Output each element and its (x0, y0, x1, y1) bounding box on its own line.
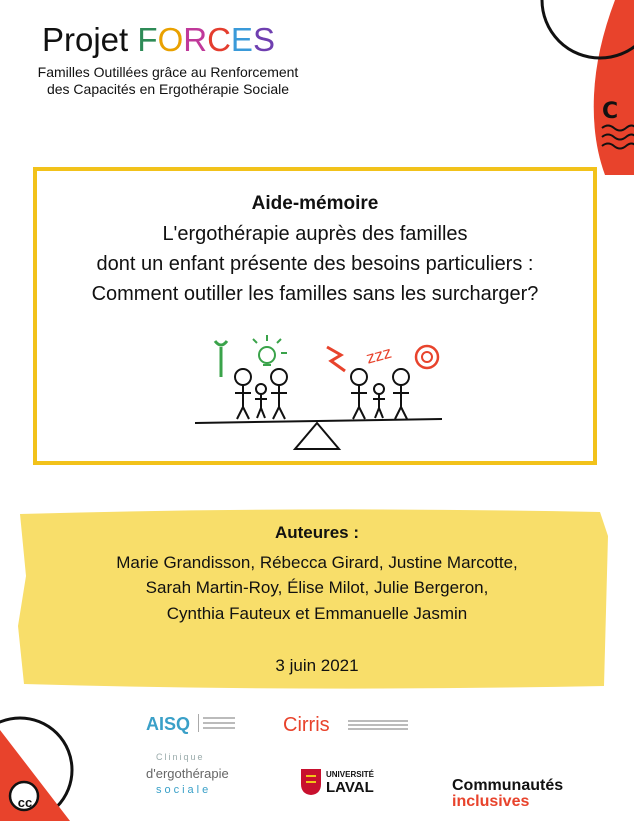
communautes-line-2: inclusives (452, 793, 530, 810)
zzz-icon: zzz (364, 342, 394, 368)
publication-date: 3 juin 2021 (275, 656, 359, 675)
communautes-line-1: Communautés (452, 777, 564, 794)
clinique-label-mid: d'ergothérapie (146, 766, 229, 781)
title-letter-r: R (183, 21, 208, 58)
lightbulb-icon (253, 335, 287, 365)
project-title-word: Projet (42, 21, 129, 58)
subtitle-line-2: des Capacités en Ergothérapie Sociale (46, 81, 290, 97)
family-figures-right (351, 369, 409, 419)
lightning-icon (327, 347, 345, 371)
title-letter-c: C (207, 21, 231, 58)
title-box-line-2: dont un enfant présente des besoins particuliers : (96, 253, 534, 275)
title-box-line-1: L'ergothérapie auprès des familles (162, 223, 468, 245)
logo-universite-laval (300, 768, 380, 798)
title-box (33, 167, 597, 465)
authors-heading: Auteures : (274, 523, 360, 542)
logo-clinique-ergotherapie (146, 752, 256, 802)
balance-illustration (187, 331, 447, 456)
wrench-icon (215, 341, 227, 377)
laval-line-2: LAVAL (326, 779, 374, 796)
title-letter-o: O (157, 21, 184, 58)
project-title (42, 22, 275, 58)
logo-aisq: AISQ (146, 714, 191, 734)
balance-fulcrum (295, 423, 339, 449)
svg-text:C: C (602, 99, 619, 124)
authors-line-1: Marie Grandisson, Rébecca Girard, Justine Marcotte, (116, 553, 518, 572)
title-box-heading: Aide-mémoire (251, 193, 379, 214)
corner-decoration-top-right (530, 0, 634, 175)
cc-license-icon: cc (17, 795, 33, 810)
logo-cirris-tagline (348, 718, 408, 732)
balance-beam (195, 419, 442, 423)
family-figures-left (235, 369, 287, 419)
title-letter-f: F (137, 21, 158, 58)
laval-line-1: UNIVERSITÉ (326, 770, 375, 779)
clinique-label-bottom: sociale (156, 784, 212, 796)
logo-communautes-inclusives (452, 778, 622, 814)
title-letter-e: E (230, 21, 253, 58)
title-letter-s: S (252, 21, 275, 58)
title-box-line-3: Comment outiller les familles sans les surcharger? (91, 283, 539, 305)
spiral-icon (416, 346, 438, 368)
logo-cirris: Cirris (283, 714, 330, 736)
subtitle-line-1: Familles Outillées grâce au Renforcement (37, 64, 299, 80)
authors-line-3: Cynthia Fauteux et Emmanuelle Jasmin (166, 604, 468, 623)
laval-crest-icon (300, 768, 322, 796)
logo-aisq-tagline (198, 714, 239, 732)
project-subtitle (18, 64, 318, 98)
clinique-label-top: Clinique (156, 752, 205, 762)
authors-line-2: Sarah Martin-Roy, Élise Milot, Julie Bergeron, (145, 578, 489, 597)
